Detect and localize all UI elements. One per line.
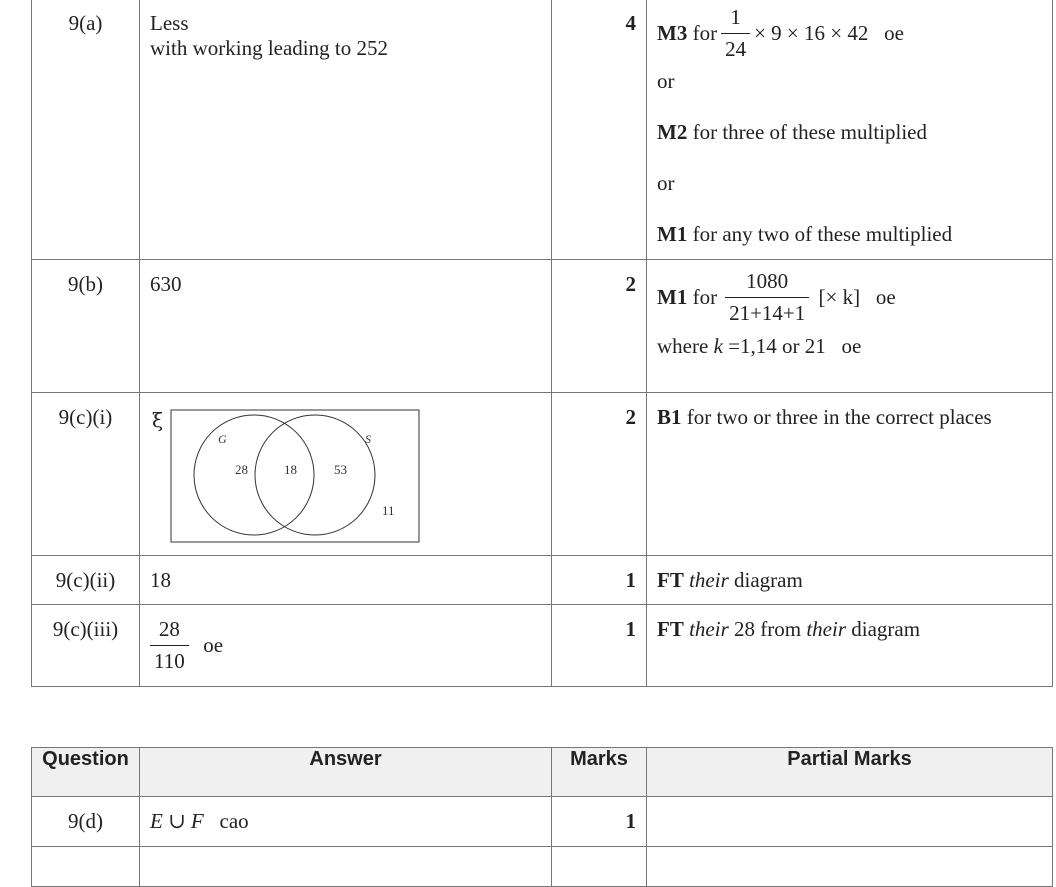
question-cell <box>32 847 140 887</box>
pm-oe: oe <box>875 284 896 309</box>
fraction-numerator: 1 <box>730 4 741 29</box>
pm-text: where <box>657 334 709 358</box>
partial-marks-cell <box>647 260 1053 393</box>
mark-code: M2 <box>657 120 688 144</box>
mark-scheme-table-top <box>31 0 1053 687</box>
table-row <box>32 605 1053 687</box>
question-cell: 9(c)(ii) <box>32 556 140 605</box>
pm-oe: oe <box>884 20 904 45</box>
pm-text: for <box>692 284 718 309</box>
marks-cell <box>552 847 647 887</box>
pm-text: 28 from <box>734 617 802 641</box>
marks-cell: 2 <box>552 393 647 556</box>
partial-marks-cell <box>647 605 1053 687</box>
universal-set-symbol: ξ <box>152 408 164 432</box>
answer-cell <box>140 0 552 260</box>
pm-text: × 9 × 16 × 42 <box>754 20 869 45</box>
answer-cell <box>140 797 552 847</box>
fraction <box>725 269 809 326</box>
marks-cell: 1 <box>552 605 647 687</box>
mark-code: FT <box>657 617 684 641</box>
mark-code: M3 <box>657 20 688 45</box>
partial-marks-cell <box>647 847 1053 887</box>
m1-line <box>657 222 1052 247</box>
question-cell: 9(d) <box>32 797 140 847</box>
pm-text: diagram <box>851 617 921 641</box>
pm-text: for any two of these multiplied <box>692 222 953 246</box>
set-g-label: G <box>218 432 227 446</box>
fraction <box>721 5 750 62</box>
answer-cell <box>140 847 552 887</box>
marks-cell: 1 <box>552 556 647 605</box>
partial-marks-cell <box>647 0 1053 260</box>
fraction-numerator: 28 <box>158 617 180 641</box>
table-row <box>32 260 1053 393</box>
table-row <box>32 797 1053 847</box>
m1-line <box>657 270 1052 324</box>
g-only-value: 28 <box>235 462 248 477</box>
pm-text: their <box>806 617 847 641</box>
set-s-label: S <box>365 432 371 446</box>
mark-code: B1 <box>657 405 682 429</box>
header-partial-marks: Partial Marks <box>647 748 1053 797</box>
pm-text: =1,14 or 21 <box>728 334 826 358</box>
question-cell: 9(c)(i) <box>32 393 140 556</box>
mark-code: M1 <box>657 284 688 309</box>
header-marks: Marks <box>552 748 647 797</box>
answer-expression: E ∪ F <box>150 809 204 833</box>
pm-or: or <box>657 171 675 195</box>
answer-cell: 18 <box>140 556 552 605</box>
question-cell: 9(b) <box>32 260 140 393</box>
answer-cao: cao <box>219 809 249 833</box>
m3-line <box>657 4 1052 61</box>
fraction-denominator: 21+14+1 <box>725 297 809 326</box>
mark-code: FT <box>657 568 684 592</box>
pm-or: or <box>657 69 675 93</box>
table-header-row <box>32 748 1053 797</box>
answer-cell <box>140 605 552 687</box>
pm-text: diagram <box>734 568 803 592</box>
where-line <box>657 334 1052 359</box>
question-cell: 9(a) <box>32 0 140 260</box>
header-answer: Answer <box>140 748 552 797</box>
pm-text: their <box>689 617 729 641</box>
marks-cell: 4 <box>552 0 647 260</box>
answer-fraction-line <box>150 617 551 674</box>
m2-line <box>657 120 1052 145</box>
pm-text: their <box>689 568 729 592</box>
answer-line: Less <box>150 11 189 35</box>
question-cell: 9(c)(iii) <box>32 605 140 687</box>
venn-diagram <box>150 405 430 545</box>
mark-code: M1 <box>657 222 688 246</box>
fraction <box>150 617 189 674</box>
set-s-circle <box>255 415 375 535</box>
pm-variable: k <box>713 334 723 358</box>
partial-marks-cell <box>647 797 1053 847</box>
partial-marks-cell <box>647 556 1053 605</box>
answer-oe: oe <box>203 633 224 657</box>
s-only-value: 53 <box>334 462 347 477</box>
table-row <box>32 393 1053 556</box>
pm-text: [× k] <box>818 284 861 309</box>
outside-value: 11 <box>382 503 395 518</box>
answer-line: with working leading to 252 <box>150 36 388 60</box>
pm-text: for <box>692 20 718 45</box>
partial-marks-cell <box>647 393 1053 556</box>
answer-cell <box>140 393 552 556</box>
table-row <box>32 0 1053 260</box>
marks-cell: 1 <box>552 797 647 847</box>
pm-text: for three of these multiplied <box>692 120 928 144</box>
fraction-denominator: 24 <box>721 33 750 62</box>
answer-cell: 630 <box>140 260 552 393</box>
table-row <box>32 847 1053 887</box>
pm-oe: oe <box>841 334 862 358</box>
table-row <box>32 556 1053 605</box>
marks-cell: 2 <box>552 260 647 393</box>
fraction-numerator: 1080 <box>746 268 789 293</box>
header-question: Question <box>32 748 140 797</box>
pm-text: for two or three in the correct places <box>686 405 992 429</box>
fraction-denominator: 110 <box>150 645 189 674</box>
mark-scheme-table-bottom <box>31 747 1053 887</box>
intersection-value: 18 <box>284 462 297 477</box>
